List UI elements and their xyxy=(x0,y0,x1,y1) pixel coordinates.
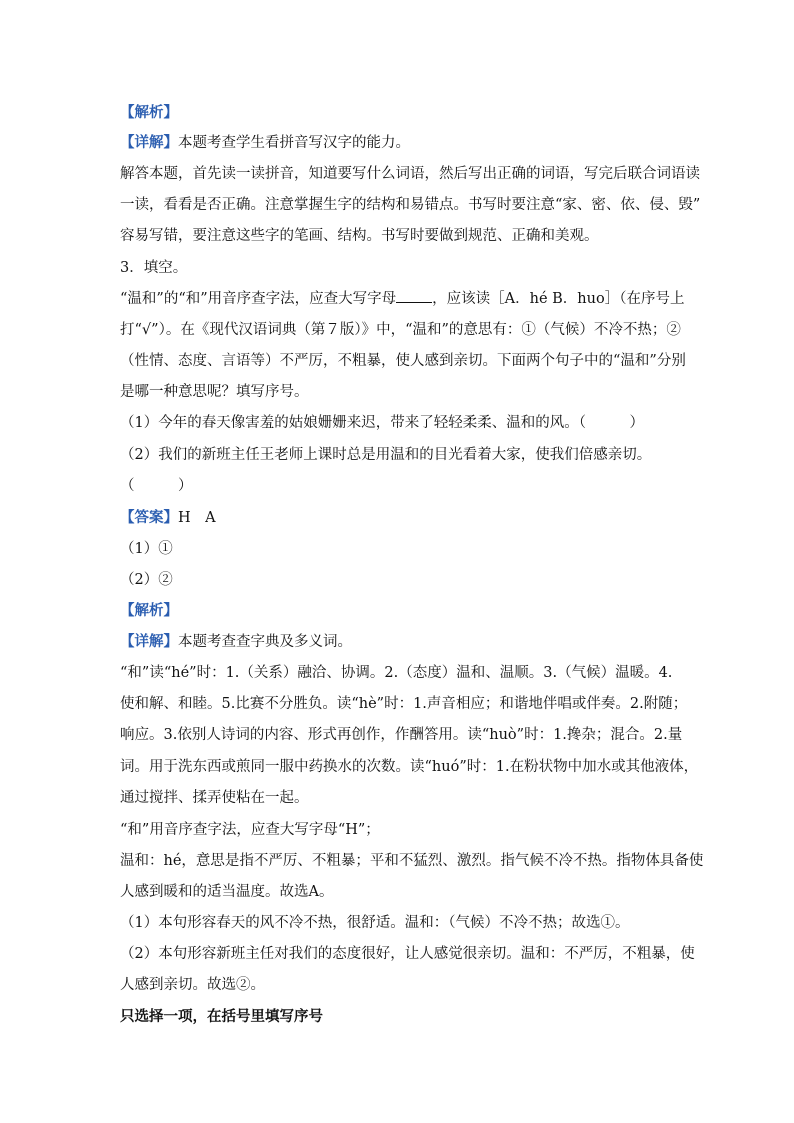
question-line: 是哪一种意思呢？填写序号。 xyxy=(120,384,309,400)
answer-blank xyxy=(396,290,432,303)
answer-label: 【答案】 xyxy=(120,509,178,526)
detail-line xyxy=(120,134,410,152)
detail-label: 【详解】 xyxy=(120,134,178,151)
paragraph-line: 温和：hé，意思是指不严厉、不粗暴；平和不猛烈、激烈。指气候不冷不热。指物体具备使 xyxy=(120,853,704,869)
analysis-label: 【解析】 xyxy=(120,104,178,121)
answer-item: （2）② xyxy=(120,572,173,588)
paragraph-line: “和”读“hé”时：1.（关系）融洽、协调。2.（态度）温和、温顺。3.（气候）温暖。4. xyxy=(120,665,673,681)
paragraph-line: 响应。3.依别人诗词的内容、形式再创作，作酬答用。读“huò”时：1.搀杂；混合。2.量 xyxy=(120,727,683,743)
paragraph-line: 人感到暖和的适当温度。故选A。 xyxy=(120,884,334,900)
analysis-heading xyxy=(120,602,178,620)
paragraph-line: 解答本题，首先读一读拼音，知道要写什么词语，然后写出正确的词语，写完后联合词语读 xyxy=(120,166,700,182)
paragraph-line: 一读，看看是否正确。注意掌握生字的结构和易错点。书写时要注意“家、密、依、侵、毁” xyxy=(120,197,701,213)
detail-text: 本题考查查字典及多义词。 xyxy=(178,634,352,650)
question-title: 3．填空。 xyxy=(120,260,188,276)
question-line xyxy=(120,290,684,308)
paragraph-line: 使和解、和睦。5.比赛不分胜负。读“hè”时：1.声音相应；和谐地伴唱或伴奏。2.附随； xyxy=(120,696,688,712)
footer-note: 只选择一项，在括号里填写序号 xyxy=(120,1008,323,1025)
detail-text: 本题考查学生看拼音写汉字的能力。 xyxy=(178,135,410,151)
detail-label: 【详解】 xyxy=(120,633,178,650)
question-item: （ ） xyxy=(120,478,193,494)
question-line: 打“√”）。在《现代汉语词典（第７版）》中，“温和”的意思有：①（气候）不冷不热；② xyxy=(120,322,681,338)
detail-line xyxy=(120,633,352,651)
question-line: （性情、态度、言语等）不严厉，不粗暴，使人感到亲切。下面两个句子中的“温和”分别 xyxy=(120,353,686,369)
question-text: “温和”的“和”用音序查字法，应查大写字母 xyxy=(120,291,397,307)
paragraph-line: 人感到亲切。故选②。 xyxy=(120,977,265,993)
analysis-heading xyxy=(120,104,178,122)
answer-line xyxy=(120,509,216,527)
paragraph-line: 词。用于洗东西或煎同一服中药换水的次数。读“huó”时：1.在粉状物中加水或其他液体， xyxy=(120,759,699,775)
question-text: ，应该读［A．hé B．huo］（在序号上 xyxy=(432,291,685,307)
analysis-label: 【解析】 xyxy=(120,602,178,619)
paragraph-line: “和”用音序查字法，应查大写字母“H”； xyxy=(120,822,380,838)
answer-item: （1）① xyxy=(120,541,173,557)
paragraph-line: （2）本句形容新班主任对我们的态度很好，让人感觉很亲切。温和：不严厉，不粗暴，使 xyxy=(120,946,695,962)
paragraph-line: 容易写错，要注意这些字的笔画、结构。书写时要做到规范、正确和美观。 xyxy=(120,228,599,244)
question-item: （2）我们的新班主任王老师上课时总是用温和的目光看着大家，使我们倍感亲切。 xyxy=(120,447,652,463)
question-item: （1）今年的春天像害羞的姑娘姗姗来迟，带来了轻轻柔柔、温和的风。（ ） xyxy=(120,415,644,431)
paragraph-line: （1）本句形容春天的风不冷不热，很舒适。温和：（气候）不冷不热；故选①。 xyxy=(120,915,630,931)
answer-text: H A xyxy=(178,510,216,526)
paragraph-line: 通过搅拌、揉弄使粘在一起。 xyxy=(120,790,309,806)
